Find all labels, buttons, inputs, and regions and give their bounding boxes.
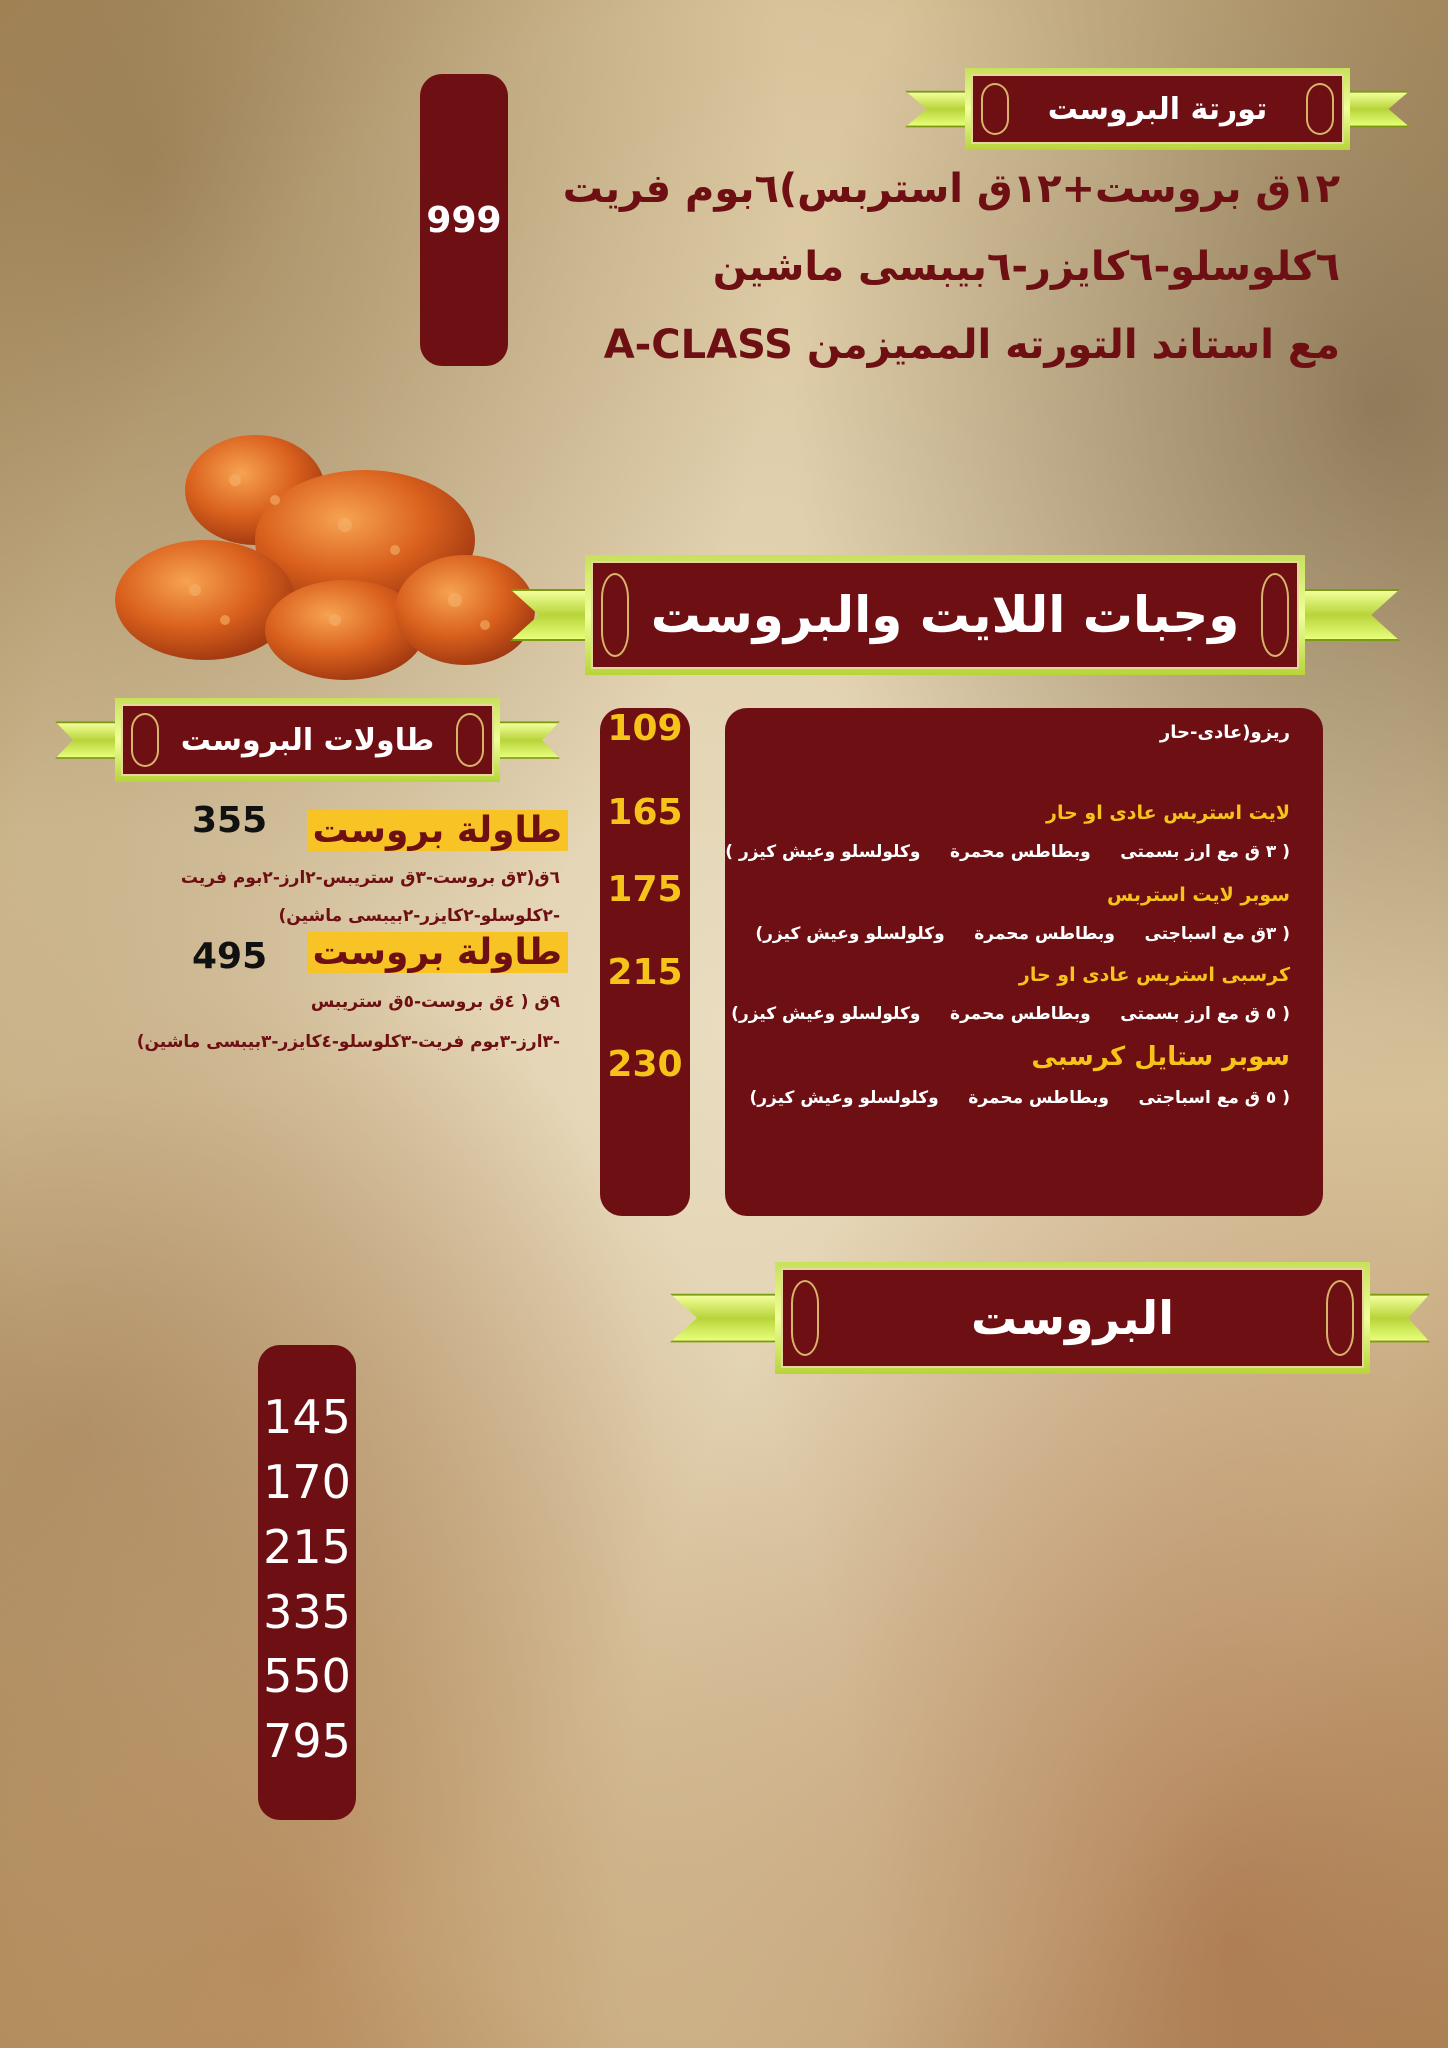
banner-plate bbox=[775, 1262, 1370, 1374]
light-item-2-name: لايت استربس عادى او حار bbox=[1046, 802, 1290, 824]
light-item-3-desc: ( ٣ق مع اسباجتى وبطاطس محمرة وكلولسلو وعيش كيزر) bbox=[755, 924, 1290, 944]
table-item-1-line2: -٢كلوسلو-٢كايزر-٢بيبسى ماشين) bbox=[278, 906, 560, 926]
light-price-2: 165 bbox=[607, 792, 683, 833]
torta-banner bbox=[905, 68, 1410, 150]
torta-line-2: ٦كلوسلو-٦كايزر-٦بيبسى ماشين bbox=[712, 244, 1340, 290]
torta-title: تورتة البروست bbox=[1047, 91, 1268, 127]
ornament-icon bbox=[791, 1280, 819, 1357]
ornament-icon bbox=[456, 713, 484, 767]
light-item-2-desc: ( ٣ ق مع ارز بسمتى وبطاطس محمرة وكلولسلو وعيش كيزر ) bbox=[725, 842, 1290, 862]
ornament-icon bbox=[1326, 1280, 1354, 1357]
table-item-1-name: طاولة بروست bbox=[307, 810, 569, 851]
table-item-2-line1: ٩ق ( ٤ق بروست-٥ق ستريبس bbox=[310, 992, 560, 1012]
ornament-icon bbox=[601, 573, 629, 656]
table-item-1-price: 355 bbox=[192, 800, 268, 841]
light-item-1-name: ريزو(عادى-حار bbox=[1159, 722, 1290, 743]
broast-item-4-price: 335 bbox=[263, 1585, 351, 1639]
torta-price: 999 bbox=[426, 199, 502, 241]
ornament-icon bbox=[131, 713, 159, 767]
light-item-3-name: سوبر لايت استربس bbox=[1107, 884, 1290, 906]
light-meals-banner bbox=[510, 555, 1400, 675]
torta-description bbox=[520, 150, 1340, 384]
light-price-5: 230 bbox=[607, 1044, 683, 1085]
fried-chicken-image bbox=[115, 430, 545, 680]
torta-price-box bbox=[420, 74, 508, 366]
broast-item-5-price: 550 bbox=[263, 1649, 351, 1703]
light-item-5-desc: ( ٥ ق مع اسباجتى وبطاطس محمرة وكلولسلو وعيش كيزر) bbox=[749, 1088, 1290, 1108]
tables-banner bbox=[55, 698, 560, 782]
torta-line-1: ١٢ق بروست+١٢ق استربس)٦بوم فريت bbox=[562, 166, 1340, 212]
ornament-icon bbox=[1306, 83, 1334, 136]
light-item-4-name: كرسبى استربس عادى او حار bbox=[1018, 964, 1290, 986]
tables-title: طاولات البروست bbox=[180, 722, 435, 758]
table-item-1-line1: ٦ق(٣ق بروست-٣ق ستريبس-٢ارز-٢بوم فريت bbox=[180, 868, 560, 888]
banner-plate bbox=[965, 68, 1350, 150]
light-meals-title: وجبات اللايت والبروست bbox=[650, 586, 1240, 644]
torta-line-3: مع استاند التورته المميزمن A-CLASS bbox=[603, 322, 1340, 368]
banner-plate bbox=[115, 698, 500, 782]
light-meals-panel bbox=[725, 708, 1323, 1216]
banner-plate bbox=[585, 555, 1305, 675]
light-price-3: 175 bbox=[607, 869, 683, 910]
table-item-2-price: 495 bbox=[192, 936, 268, 977]
broast-banner bbox=[670, 1262, 1430, 1374]
light-item-5-name: سوبر ستايل كرسبى bbox=[1031, 1042, 1290, 1072]
broast-item-2-price: 170 bbox=[263, 1455, 351, 1509]
light-item-4-desc: ( ٥ ق مع ارز بسمتى وبطاطس محمرة وكلولسلو وعيش كيزر) bbox=[731, 1004, 1290, 1024]
ornament-icon bbox=[1261, 573, 1289, 656]
ornament-icon bbox=[981, 83, 1009, 136]
broast-item-1-price: 145 bbox=[263, 1390, 351, 1444]
table-item-2-name: طاولة بروست bbox=[307, 932, 569, 973]
broast-title: البروست bbox=[971, 1291, 1174, 1345]
broast-item-3-price: 215 bbox=[263, 1520, 351, 1574]
table-item-2-line2: -٣ارز-٣بوم فريت-٣كلوسلو-٤كايزر-٣بيبسى ماشين) bbox=[136, 1032, 560, 1052]
light-price-1: 109 bbox=[607, 708, 683, 749]
broast-item-6-price: 795 bbox=[263, 1714, 351, 1768]
light-price-4: 215 bbox=[607, 952, 683, 993]
